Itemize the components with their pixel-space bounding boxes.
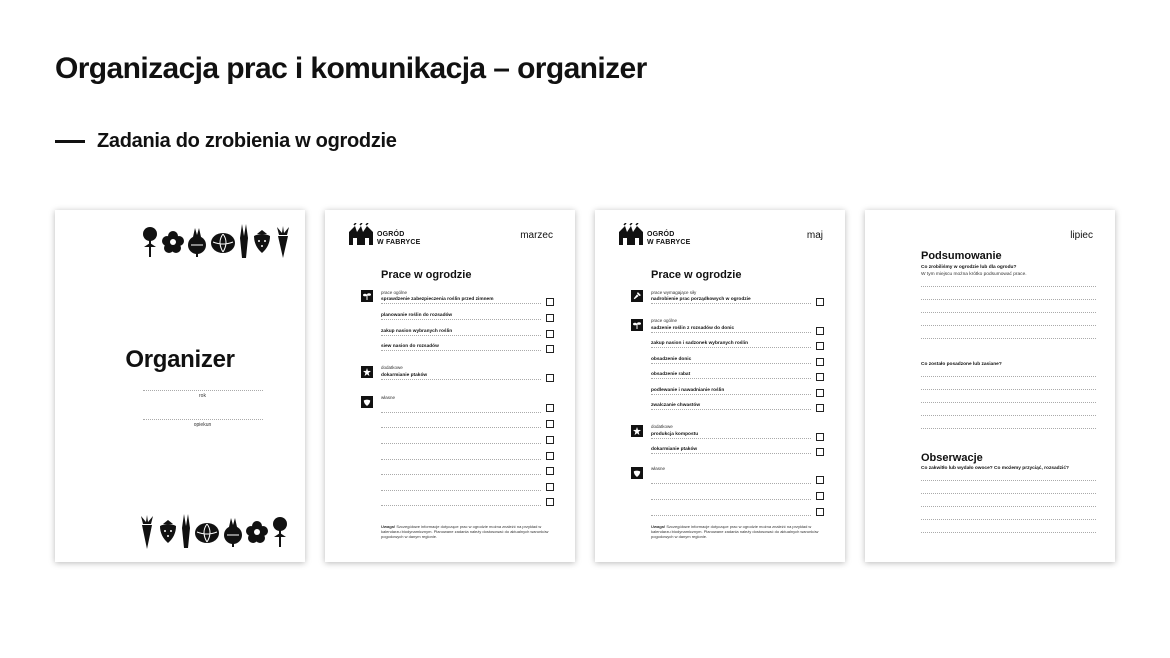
blank-task-line[interactable] (381, 459, 541, 460)
section-label: własne (381, 395, 396, 400)
summary-title: Podsumowanie (921, 250, 1002, 262)
answer-line[interactable] (921, 325, 1096, 326)
task-checkbox[interactable] (546, 452, 554, 460)
cover-title: Organizer (125, 346, 235, 373)
section-label: prace ogólne (651, 318, 678, 323)
logo-line1: OGRÓD (377, 231, 405, 238)
berry-icon (361, 396, 373, 408)
carrot-icon (271, 515, 289, 549)
star-icon (361, 366, 373, 378)
answer-line[interactable] (921, 415, 1096, 416)
answer-line[interactable] (921, 480, 1096, 481)
blank-task-line[interactable] (381, 427, 541, 428)
subtitle-dash (55, 140, 85, 143)
task-checkbox[interactable] (546, 420, 554, 428)
task-checkbox[interactable] (816, 342, 824, 350)
answer-line[interactable] (921, 389, 1096, 390)
page-title: Organizacja prac i komunikacja – organizer (55, 52, 647, 85)
note-bold: Uwaga! (651, 524, 666, 529)
july-summary-card[interactable] (865, 210, 1115, 562)
observations-title: Obserwacje (921, 452, 983, 464)
task-item: zakup nasion wybranych roślin (381, 329, 541, 336)
logo-text (647, 223, 691, 247)
logo-line2: W FABRYCE (377, 239, 421, 246)
leek-icon (239, 224, 249, 260)
answer-line[interactable] (921, 493, 1096, 494)
organizer-cover-card[interactable] (55, 210, 305, 562)
note-text: Szczegółowe informacje dotyczące prac w ogrodzie można znaleźć na przykład w kalendarzu biodynamicznym. Planowane zadania należy dostosować do aktualnych warunków pogodowych w danym regionie. (381, 524, 549, 539)
month-label: maj (806, 230, 823, 241)
answer-line[interactable] (921, 312, 1096, 313)
carrot-icon (139, 515, 155, 549)
veg-row-top (141, 224, 291, 260)
blank-task-line[interactable] (651, 483, 811, 484)
leek-icon (181, 514, 191, 550)
task-checkbox[interactable] (816, 327, 824, 335)
task-checkbox[interactable] (546, 314, 554, 322)
year-line (143, 390, 263, 391)
task-item: nadrobienie prac porządkowych w ogrodzie (651, 297, 811, 304)
task-checkbox[interactable] (546, 345, 554, 353)
seedling-icon (361, 290, 373, 302)
answer-line[interactable] (921, 402, 1096, 403)
section-label: dodatkowe (651, 424, 673, 429)
flower-icon (246, 521, 268, 543)
march-sheet-card[interactable] (325, 210, 575, 562)
note (381, 524, 551, 539)
blank-task-line[interactable] (381, 474, 541, 475)
task-checkbox[interactable] (546, 498, 554, 506)
shovel-icon (631, 290, 643, 302)
task-checkbox[interactable] (546, 298, 554, 306)
task-item: podlewanie i nawadnianie roślin (651, 388, 811, 395)
question-done-hint: W tym miejscu można krótko podsumować prace. (921, 272, 1027, 277)
sheet-title: Prace w ogrodzie (651, 269, 742, 281)
answer-line[interactable] (921, 376, 1096, 377)
flower-icon (162, 231, 184, 253)
sheet-title: Prace w ogrodzie (381, 269, 472, 281)
answer-line[interactable] (921, 428, 1096, 429)
blank-task-line[interactable] (651, 515, 811, 516)
factory-logo-icon (619, 223, 643, 245)
seedling-icon (631, 319, 643, 331)
radish-icon (187, 227, 207, 257)
may-sheet-card[interactable] (595, 210, 845, 562)
strawberry-icon (252, 230, 272, 254)
task-checkbox[interactable] (816, 389, 824, 397)
task-checkbox[interactable] (546, 404, 554, 412)
month-label: lipiec (1070, 230, 1093, 241)
strawberry-icon (158, 520, 178, 544)
subtitle-row (55, 130, 397, 153)
task-item: sadzenie roślin z rozsadów do donic (651, 326, 811, 333)
answer-line[interactable] (921, 338, 1096, 339)
cabbage-icon (194, 520, 220, 544)
logo-text (377, 223, 421, 247)
radish-icon (223, 517, 243, 547)
task-checkbox[interactable] (816, 404, 824, 412)
blank-task-line[interactable] (381, 412, 541, 413)
answer-line[interactable] (921, 532, 1096, 533)
section-label: dodatkowe (381, 365, 403, 370)
note-text: Szczegółowe informacje dotyczące prac w ogrodzie można znaleźć na przykład w kalendarzu biodynamicznym. Planowane zadania należy dostosować do aktualnych warunków pogodowych w danym regionie. (651, 524, 819, 539)
task-checkbox[interactable] (816, 492, 824, 500)
logo (349, 223, 421, 247)
task-item: dokarmianie ptaków (381, 373, 541, 380)
subtitle: Zadania do zrobienia w ogrodzie (97, 130, 397, 152)
blank-task-line[interactable] (381, 443, 541, 444)
question-planted: Co zostało posadzone lub zasiane? (921, 362, 1002, 367)
year-label: rok (199, 393, 206, 399)
task-checkbox[interactable] (816, 298, 824, 306)
logo-line1: OGRÓD (647, 231, 675, 238)
blank-task-line[interactable] (651, 499, 811, 500)
task-item: planowanie roślin do rozsadów (381, 313, 541, 320)
section-label: własne (651, 466, 666, 471)
logo (619, 223, 691, 247)
factory-logo-icon (349, 223, 373, 245)
answer-line[interactable] (921, 299, 1096, 300)
note (651, 524, 821, 539)
task-item: dokarmianie ptaków (651, 447, 811, 454)
task-checkbox[interactable] (546, 374, 554, 382)
task-item: produkcja kompostu (651, 432, 811, 439)
task-checkbox[interactable] (816, 373, 824, 381)
task-checkbox[interactable] (546, 483, 554, 491)
answer-line[interactable] (921, 286, 1096, 287)
guardian-label: opiekun (193, 422, 212, 428)
task-item: obsadzenie donic (651, 357, 811, 364)
question-bloomed: Co zakwitło lub wydało owoce? Co możemy przyciąć, rozsadzić? (921, 466, 1069, 471)
answer-line[interactable] (921, 506, 1096, 507)
task-checkbox[interactable] (546, 330, 554, 338)
task-item: sprawdzenie zabezpieczenia roślin przed zimnem (381, 297, 541, 304)
task-item: obsadzenie rabat (651, 372, 811, 379)
carrot-icon (141, 225, 159, 259)
cabbage-icon (210, 230, 236, 254)
task-checkbox[interactable] (816, 448, 824, 456)
task-item: zakup nasion i sadzonek wybranych roślin (651, 341, 811, 348)
carrot-icon (275, 226, 291, 258)
guardian-line (143, 419, 263, 420)
answer-line[interactable] (921, 519, 1096, 520)
task-item: zwalczanie chwastów (651, 403, 811, 410)
task-checkbox[interactable] (816, 508, 824, 516)
task-checkbox[interactable] (546, 467, 554, 475)
logo-line2: W FABRYCE (647, 239, 691, 246)
section-label: prace ogólne (381, 290, 408, 295)
note-bold: Uwaga! (381, 524, 396, 529)
star-icon (631, 425, 643, 437)
blank-task-line[interactable] (381, 505, 541, 506)
question-done: Co zrobiliśmy w ogrodzie lub dla ogrodu? (921, 265, 1017, 270)
task-item: siew nasion do rozsadów (381, 344, 541, 351)
section-label: prace wymagające siły (651, 290, 697, 295)
task-checkbox[interactable] (816, 476, 824, 484)
month-label: marzec (520, 230, 553, 241)
blank-task-line[interactable] (381, 490, 541, 491)
berry-icon (631, 467, 643, 479)
task-checkbox[interactable] (816, 358, 824, 366)
task-checkbox[interactable] (816, 433, 824, 441)
veg-row-bottom (139, 514, 289, 550)
task-checkbox[interactable] (546, 436, 554, 444)
